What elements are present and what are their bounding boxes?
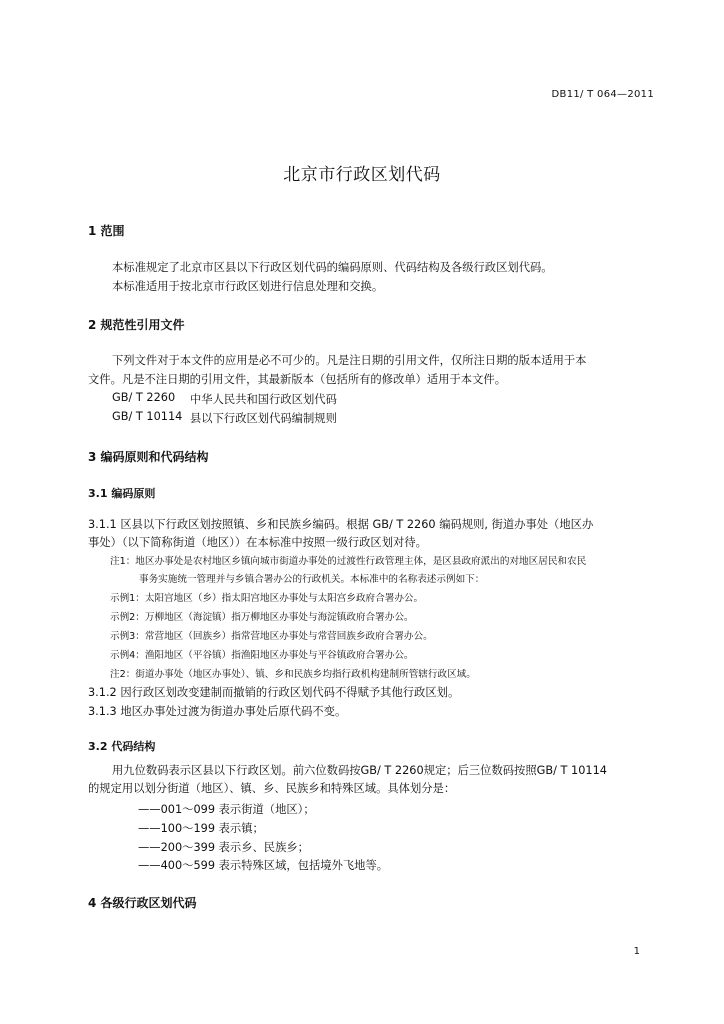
document-title: 北京市行政区划代码: [283, 165, 441, 185]
section-3-2-line-1: 用九位数码表示区县以下行政区划。前六位数码按GB/ T 2260规定；后三位数码按照GB/ T 10114: [112, 764, 607, 777]
reference-2-title: 县以下行政区划代码编制规则: [190, 412, 337, 425]
section-2-paragraph-line-1: 下列文件对于本文件的应用是必不可少的。凡是注日期的引用文件，仅所注日期的版本适用于本: [112, 354, 587, 367]
code-range-4: ——400～599 表示特殊区域，包括境外飞地等。: [138, 859, 389, 872]
clause-3-1-1-line-2: 事处）（以下简称街道（地区））在本标准中按照一级行政区划对待。: [88, 536, 427, 549]
reference-1-code: GB/ T 2260: [112, 391, 176, 404]
section-1-heading: 1 范围: [88, 224, 125, 238]
code-range-1: ——001～099 表示街道（地区）；: [138, 803, 315, 816]
clause-3-1-3: 3.1.3 地区办事处过渡为街道办事处后原代码不变。: [88, 705, 347, 718]
section-1-paragraph-2: 本标准适用于按北京市行政区划进行信息处理和交换。: [112, 280, 384, 293]
clause-3-1-2: 3.1.2 因行政区划改变建制而撤销的行政区划代码不得赋予其他行政区划。: [88, 686, 460, 699]
note-1-line-1: 注1：地区办事处是农村地区乡镇向城市街道办事处的过渡性行政管理主体，是区县政府派出的对地区居民和农民: [110, 556, 587, 567]
reference-2-code: GB/ T 10114: [112, 410, 183, 423]
document-number: DB11/ T 064—2011: [551, 89, 654, 100]
page-number: 1: [633, 946, 640, 957]
reference-1-title: 中华人民共和国行政区划代码: [190, 393, 337, 406]
code-range-3: ——200～399 表示乡、民族乡；: [138, 841, 309, 854]
clause-3-1-1-line-1: 3.1.1 区县以下行政区划按照镇、乡和民族乡编码。根据 GB/ T 2260 编码规则, 街道办事处（地区办: [88, 518, 594, 531]
code-range-2: ——100～199 表示镇；: [138, 822, 264, 835]
example-3: 示例3：常营地区（回族乡）指常营地区办事处与常营回族乡政府合署办公。: [110, 631, 433, 642]
example-2: 示例2：万柳地区（海淀镇）指万柳地区办事处与海淀镇政府合署办公。: [110, 612, 414, 623]
section-2-paragraph-line-2: 文件。凡是不注日期的引用文件，其最新版本（包括所有的修改单）适用于本文件。: [88, 373, 506, 386]
example-1: 示例1：太阳宫地区（乡）指太阳宫地区办事处与太阳宫乡政府合署办公。: [110, 593, 424, 604]
section-2-heading: 2 规范性引用文件: [88, 318, 185, 332]
note-2: 注2：街道办事处（地区办事处）、镇、乡和民族乡均指行政机构建制所管辖行政区域。: [110, 669, 476, 680]
section-3-2-heading: 3.2 代码结构: [88, 740, 156, 753]
section-3-1-heading: 3.1 编码原则: [88, 487, 156, 500]
section-3-2-line-2: 的规定用以划分街道（地区）、镇、乡、民族乡和特殊区域。具体划分是：: [88, 782, 456, 795]
section-3-heading: 3 编码原则和代码结构: [88, 450, 209, 464]
section-4-heading: 4 各级行政区划代码: [88, 896, 197, 910]
example-4: 示例4：渔阳地区（平谷镇）指渔阳地区办事处与平谷镇政府合署办公。: [110, 650, 414, 661]
note-1-line-2: 事务实施统一管理并与乡镇合署办公的行政机关。本标准中的名称表述示例如下：: [139, 574, 485, 585]
section-1-paragraph-1: 本标准规定了北京市区县以下行政区划代码的编码原则、代码结构及各级行政区划代码。: [112, 261, 553, 274]
